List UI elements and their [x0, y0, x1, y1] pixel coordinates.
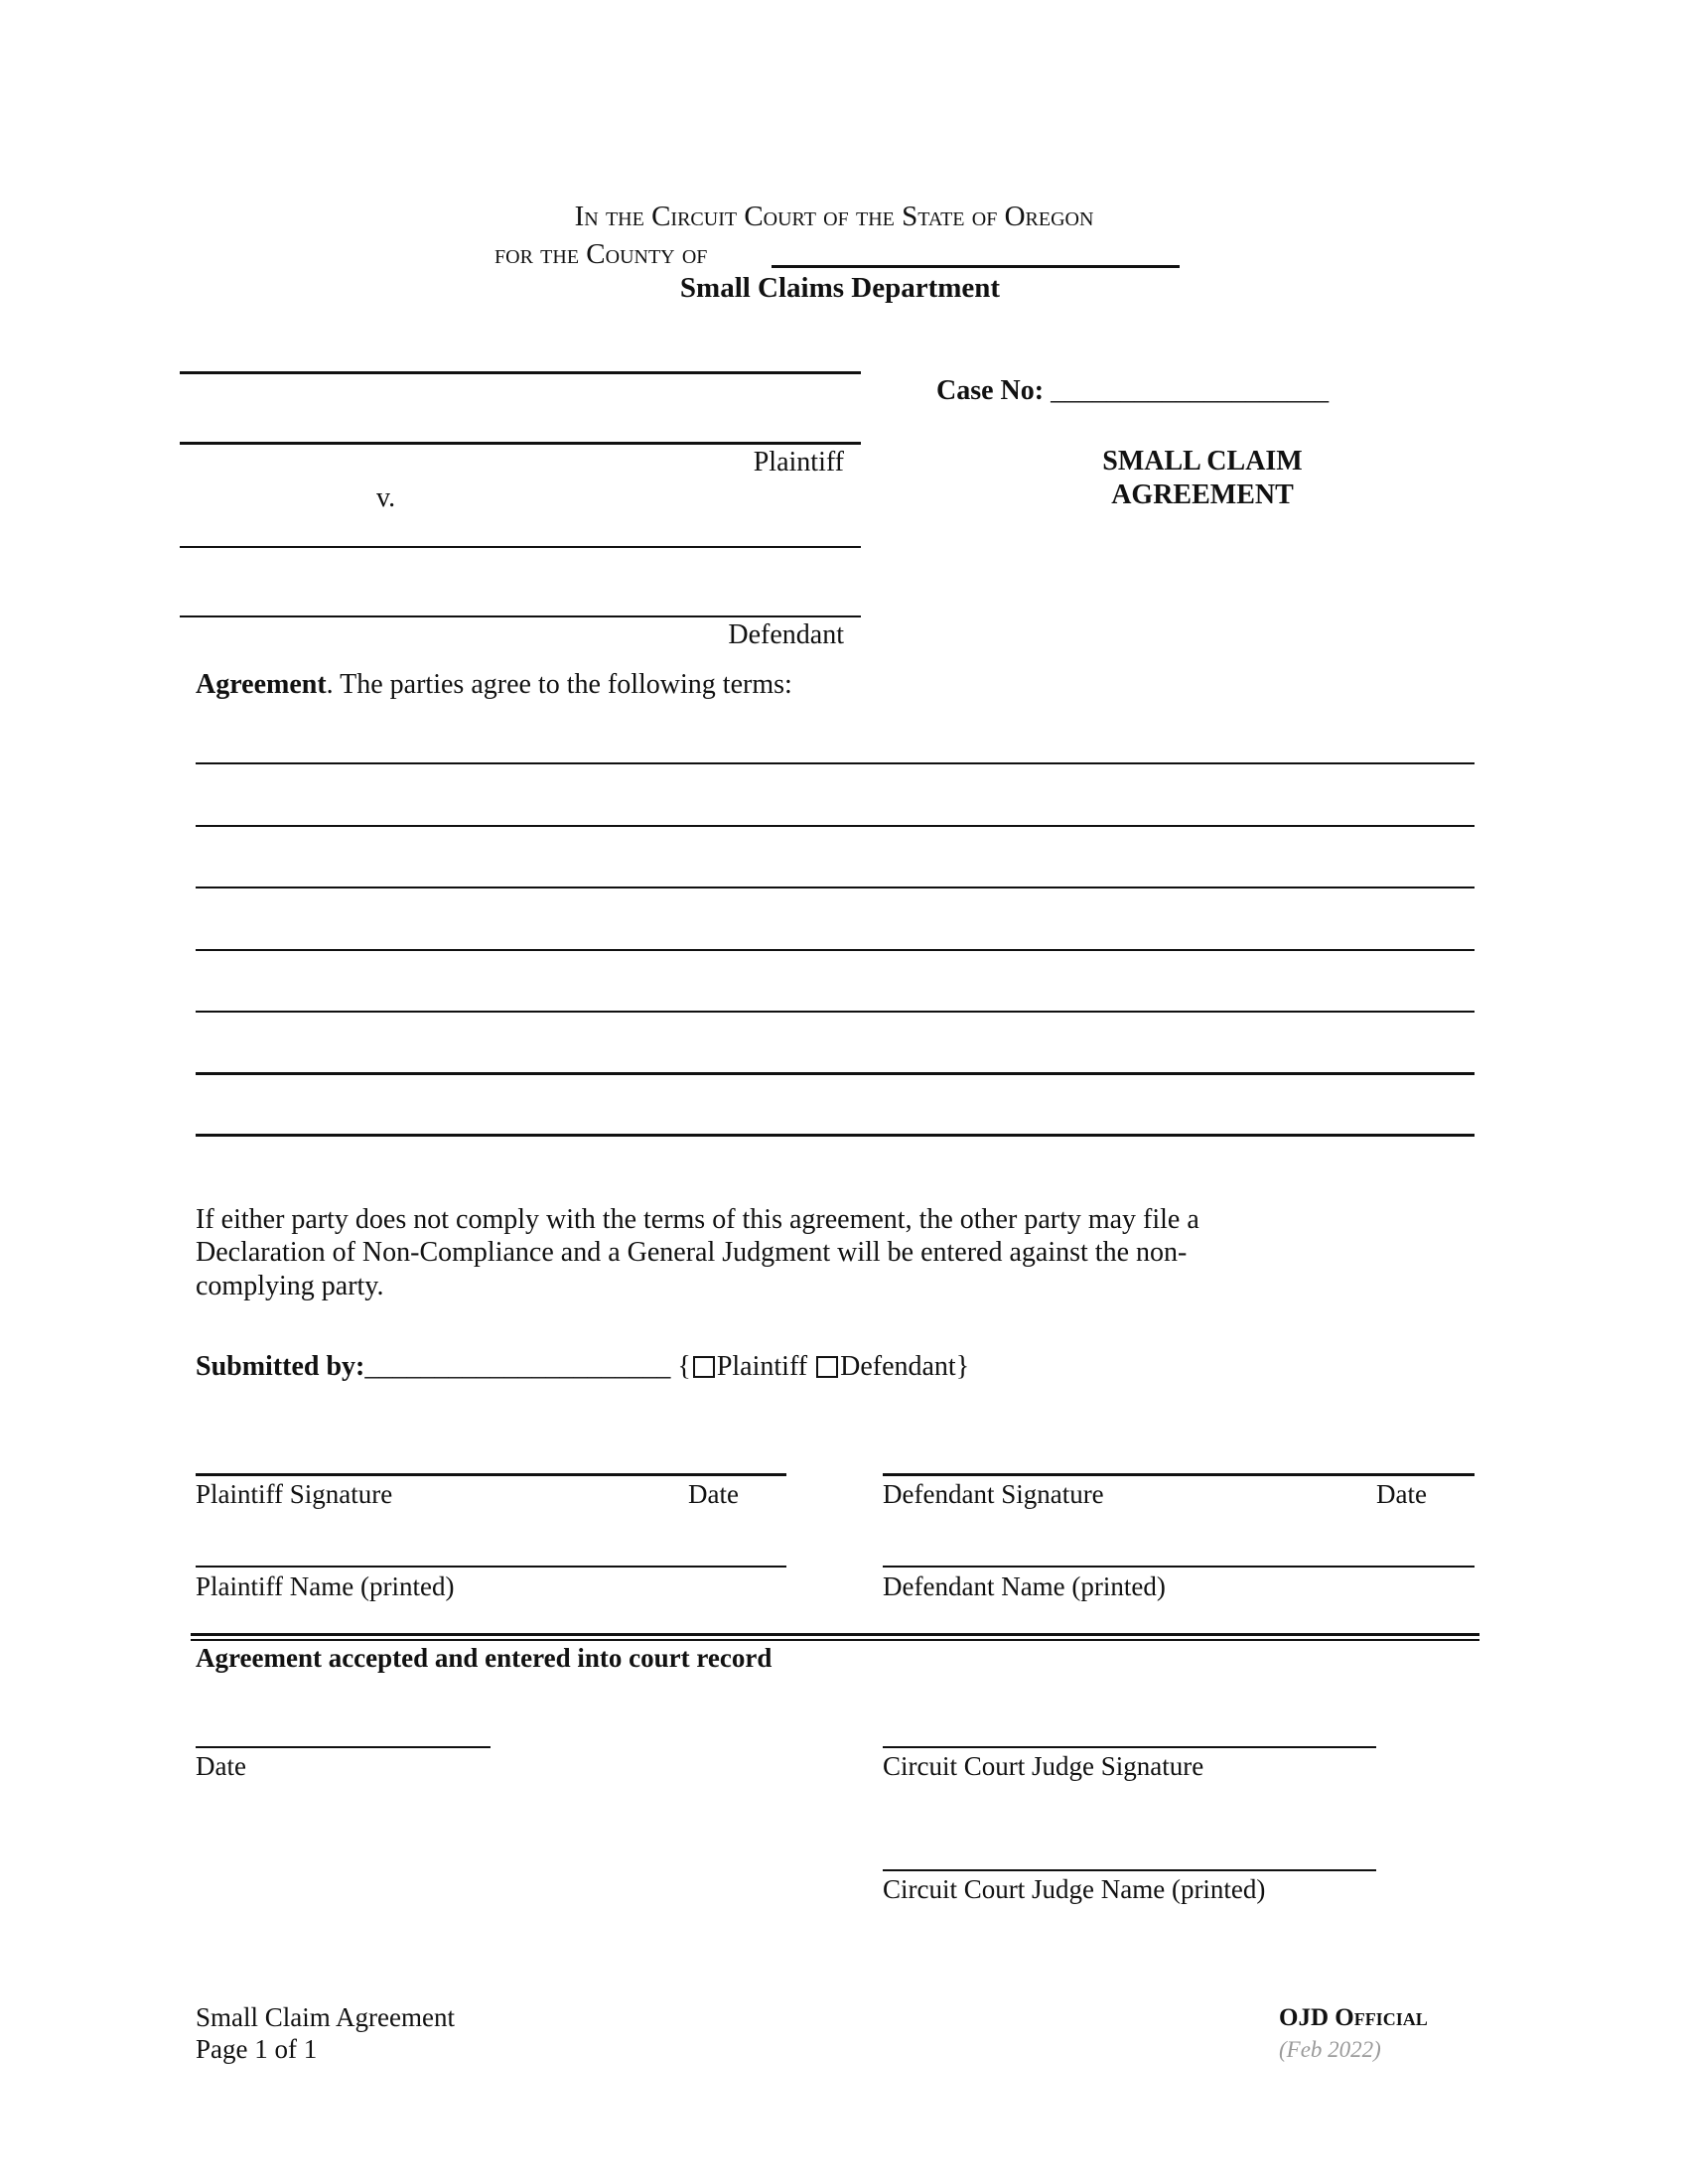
record-date-line[interactable] [196, 1746, 491, 1748]
case-no-field[interactable]: ____________________ [1051, 375, 1330, 406]
defendant-option-label: Defendant [840, 1351, 956, 1382]
term-line-2[interactable] [196, 825, 1475, 827]
plaintiff-signature-line[interactable] [196, 1473, 786, 1476]
plaintiff-checkbox[interactable] [693, 1356, 715, 1378]
submitted-by-label: Submitted by: [196, 1351, 365, 1382]
term-line-6[interactable] [196, 1072, 1475, 1075]
defendant-signature-label: Defendant Signature [883, 1479, 1104, 1509]
term-line-1[interactable] [196, 762, 1475, 764]
double-rule-bottom [191, 1639, 1479, 1641]
plaintiff-option-label: Plaintiff [716, 1351, 808, 1382]
plaintiff-name-field-1[interactable] [180, 371, 861, 374]
defendant-date-label: Date [1376, 1479, 1427, 1509]
case-no-label: Case No: [936, 375, 1045, 406]
submitted-by-row [196, 1353, 969, 1381]
county-field[interactable] [772, 265, 1180, 268]
footer-page-number: Page 1 of 1 [196, 2034, 318, 2064]
department-title: Small Claims Department [679, 272, 1001, 304]
judge-signature-line[interactable] [883, 1746, 1376, 1748]
agreement-intro [196, 671, 792, 699]
plaintiff-name-field-2[interactable] [180, 442, 861, 445]
term-line-4[interactable] [196, 949, 1475, 951]
county-label: for the County of [494, 238, 708, 270]
open-brace: { [677, 1351, 691, 1382]
agreement-heading: Agreement [196, 669, 327, 700]
versus-label: v. [376, 482, 396, 513]
footer-form-name: Small Claim Agreement [196, 2002, 455, 2032]
record-date-label: Date [196, 1751, 246, 1781]
judge-printed-name-line[interactable] [883, 1869, 1376, 1871]
defendant-name-field-1[interactable] [180, 546, 861, 548]
court-record-heading: Agreement accepted and entered into court record [196, 1643, 773, 1673]
plaintiff-signature-label: Plaintiff Signature [196, 1479, 393, 1509]
noncompliance-line-1: If either party does not comply with the terms of this agreement, the other party may file a [196, 1204, 1199, 1235]
footer-revision-date: (Feb 2022) [1279, 2037, 1381, 2062]
term-line-5[interactable] [196, 1011, 1475, 1013]
submitted-by-field[interactable]: ______________________ [364, 1351, 671, 1382]
footer-official-mark: OJD Official [1279, 2004, 1428, 2031]
plaintiff-printed-name-line[interactable] [196, 1566, 786, 1568]
double-rule-top [191, 1633, 1479, 1636]
form-title-line1: SMALL CLAIM [1102, 446, 1303, 477]
case-number[interactable] [936, 377, 1329, 405]
term-line-7[interactable] [196, 1134, 1475, 1137]
judge-signature-label: Circuit Court Judge Signature [883, 1751, 1204, 1781]
defendant-checkbox[interactable] [816, 1356, 838, 1378]
term-line-3[interactable] [196, 887, 1475, 888]
judge-printed-name-label: Circuit Court Judge Name (printed) [883, 1874, 1266, 1904]
plaintiff-label: Plaintiff [753, 447, 844, 478]
plaintiff-date-label: Date [688, 1479, 739, 1509]
defendant-label: Defendant [728, 619, 844, 650]
defendant-printed-name-label: Defendant Name (printed) [883, 1571, 1166, 1601]
defendant-printed-name-line[interactable] [883, 1566, 1475, 1568]
defendant-name-field-2[interactable] [180, 615, 861, 617]
close-brace: } [955, 1351, 970, 1382]
noncompliance-line-2: Declaration of Non-Compliance and a General Judgment will be entered against the non- [196, 1237, 1188, 1268]
court-heading: In the Circuit Court of the State of Oregon [574, 201, 1094, 232]
agreement-intro-text: . The parties agree to the following terms: [326, 669, 792, 700]
plaintiff-printed-name-label: Plaintiff Name (printed) [196, 1571, 455, 1601]
form-title-line2: AGREEMENT [1111, 479, 1294, 510]
noncompliance-line-3: complying party. [196, 1271, 384, 1301]
defendant-signature-line[interactable] [883, 1473, 1475, 1476]
